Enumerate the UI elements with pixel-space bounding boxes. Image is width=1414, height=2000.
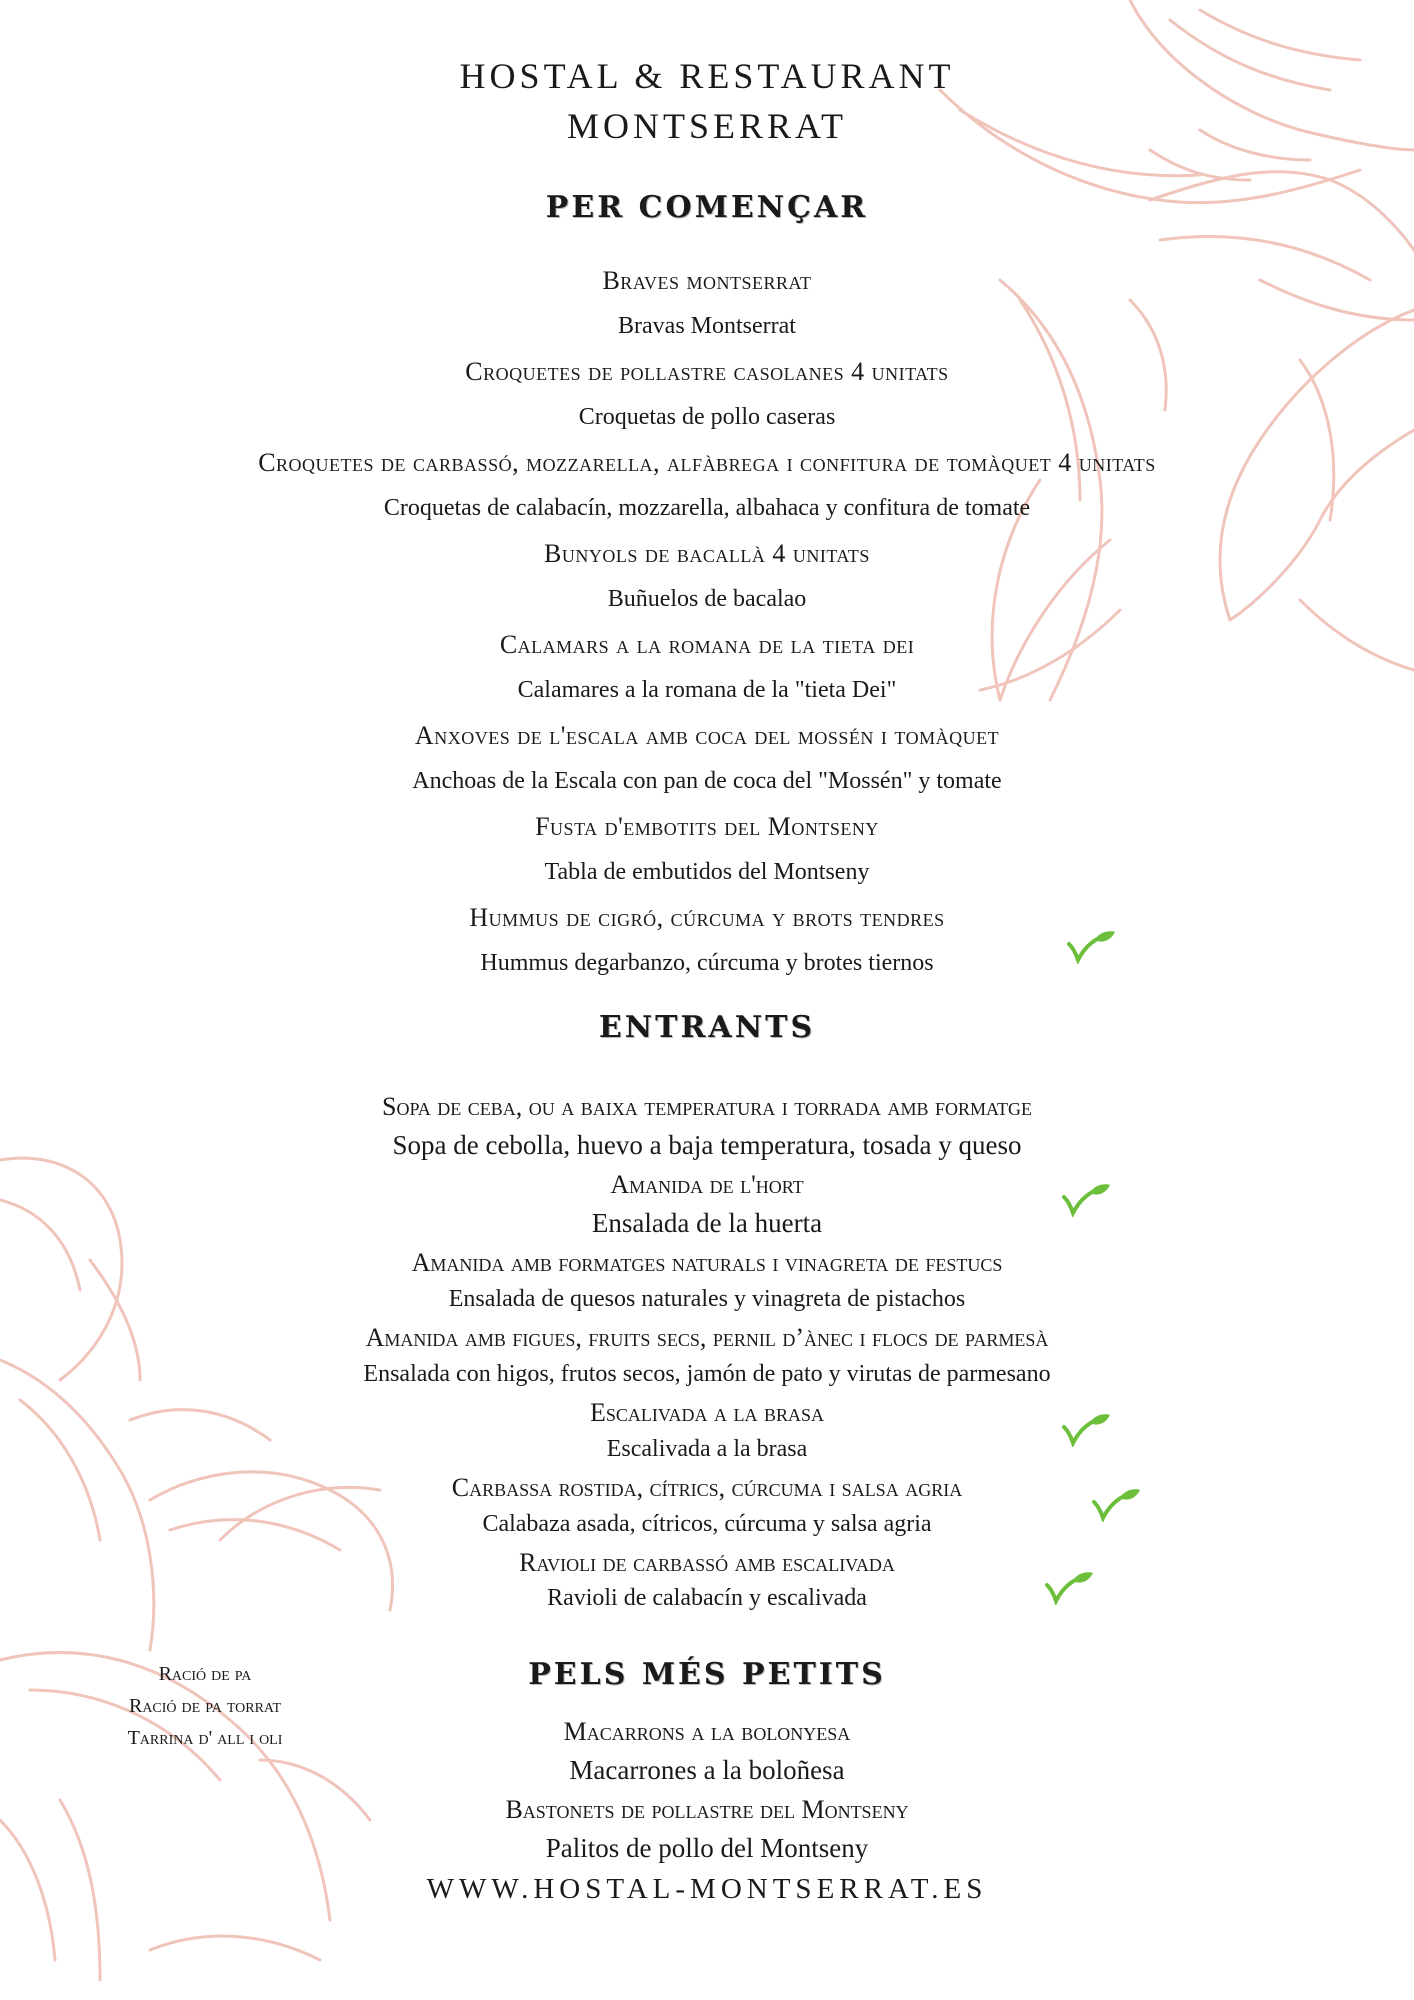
vegan-check-icon (1065, 928, 1117, 964)
menu-item-translation: Ensalada de la huerta (591, 1208, 823, 1238)
menu-item-translation: Ensalada con higos, frutos secos, jamón de pato y virutas de parmesano (363, 1361, 1051, 1387)
vegan-check-icon (1043, 1569, 1095, 1605)
website-url: WWW.HOSTAL-MONTSERRAT.ES (426, 1873, 988, 1905)
vegan-check-icon (1090, 1486, 1142, 1522)
menu-item-name: Amanida amb formatges naturals i vinagreta de festucs (411, 1248, 1003, 1277)
menu-item-translation: Tabla de embutidos del Montseny (544, 859, 870, 885)
menu-item-name: Ravioli de carbassó amb escalivada (519, 1548, 895, 1577)
vegan-check-icon (1060, 1181, 1112, 1217)
bread-note-line: Ració de pa (158, 1663, 252, 1685)
menu-item-translation: Croquetas de calabacín, mozzarella, albahaca y confitura de tomate (383, 495, 1031, 521)
menu-item-name: Carbassa rostida, cítrics, cúrcuma i salsa agria (451, 1473, 963, 1502)
bread-note-line: Tarrina d' all i oli (127, 1727, 283, 1749)
menu-item-name: Croquetes de carbassó, mozzarella, alfàbrega i confitura de tomàquet 4 unitats (258, 448, 1156, 477)
menu-item-translation: Ravioli de calabacín y escalivada (547, 1585, 867, 1611)
section-heading-per-comencar: PER COMENÇAR (545, 190, 869, 225)
menu-item-translation: Croquetas de pollo caseras (578, 404, 836, 430)
menu-item-name: Amanida amb figues, fruits secs, pernil d’ànec i flocs de parmesà (365, 1323, 1049, 1352)
menu-item-translation: Bravas Montserrat (618, 313, 796, 339)
menu-item-translation: Palitos de pollo del Montseny (545, 1833, 869, 1863)
menu-item-translation: Sopa de cebolla, huevo a baja temperatura, tosada y queso (392, 1130, 1022, 1160)
menu-item-translation: Hummus degarbanzo, cúrcuma y brotes tiernos (480, 950, 934, 976)
menu-item-translation: Buñuelos de bacalao (607, 586, 807, 612)
menu-item-name: Fusta d'embotits del Montseny (535, 812, 879, 841)
menu-item-name: Sopa de ceba, ou a baixa temperatura i torrada amb formatge (381, 1092, 1032, 1121)
menu-item-name: Bunyols de bacallà 4 unitats (544, 539, 870, 568)
menu-item-translation: Calabaza asada, cítricos, cúrcuma y salsa agria (482, 1511, 932, 1537)
menu-item-name: Calamars a la romana de la tieta dei (499, 630, 915, 659)
menu-item-name: Bastonets de pollastre del Montseny (505, 1795, 909, 1824)
menu-item-name: Macarrons a la bolonyesa (563, 1717, 851, 1746)
menu-item-translation: Escalivada a la brasa (606, 1436, 808, 1462)
bread-note-line: Ració de pa torrat (128, 1695, 282, 1717)
menu-item-name: Anxoves de l'escala amb coca del mossén i tomàquet (414, 721, 1000, 750)
restaurant-name-line1: HOSTAL & RESTAURANT (459, 56, 955, 96)
section-heading-entrants: ENTRANTS (598, 1010, 816, 1045)
menu-item-name: Amanida de l'hort (610, 1170, 804, 1199)
menu-item-name: Hummus de cigró, cúrcuma y brots tendres (469, 903, 945, 932)
restaurant-name-line2: MONTSERRAT (566, 106, 848, 146)
menu-item-translation: Calamares a la romana de la "tieta Dei" (517, 677, 897, 703)
menu-item-name: Braves montserrat (602, 266, 812, 295)
menu-item-translation: Anchoas de la Escala con pan de coca del "Mossén" y tomate (412, 768, 1002, 794)
section-heading-pels-mes-petits: PELS MÉS PETITS (528, 1657, 886, 1692)
menu-item-name: Escalivada a la brasa (589, 1398, 825, 1427)
menu-item-translation: Macarrones a la boloñesa (569, 1755, 845, 1785)
menu-item-name: Croquetes de pollastre casolanes 4 unitats (465, 357, 949, 386)
vegan-check-icon (1060, 1411, 1112, 1447)
menu-item-translation: Ensalada de quesos naturales y vinagreta de pistachos (448, 1286, 966, 1312)
